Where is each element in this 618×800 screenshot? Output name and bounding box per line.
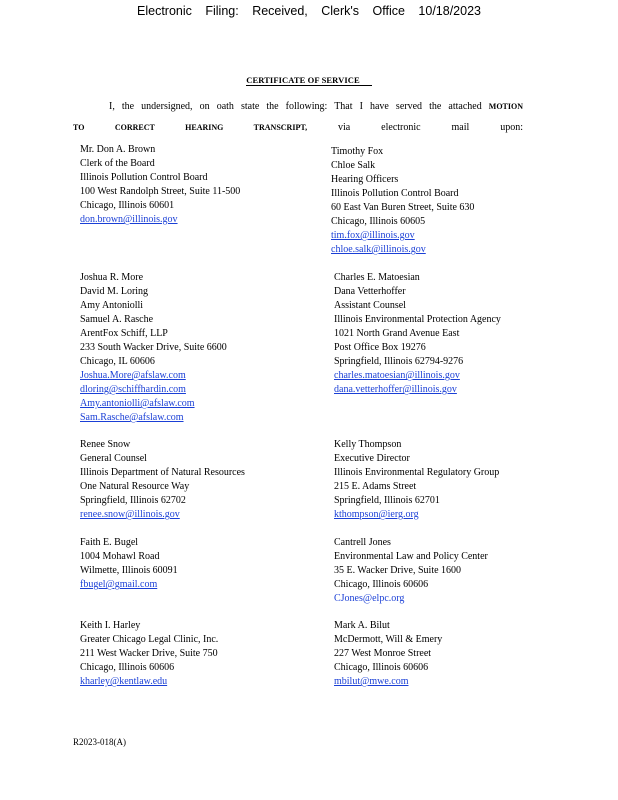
recipient-title: Hearing Officers	[331, 174, 399, 185]
recipient-block	[331, 145, 474, 257]
recipient-street: One Natural Resource Way	[80, 481, 190, 492]
email-link[interactable]: fbugel@gmail.com	[80, 579, 158, 590]
recipient-name: Cantrell Jones	[334, 537, 391, 548]
intro-text-rest: via electronic mail upon:	[338, 122, 524, 133]
email-link[interactable]: kthompson@ierg.org	[334, 509, 419, 520]
recipient-city: Wilmette, Illinois 60091	[80, 565, 178, 576]
recipient-organization: Illinois Pollution Control Board	[80, 172, 208, 183]
recipient-block	[334, 536, 488, 606]
email-link[interactable]: Joshua.More@afslaw.com	[80, 370, 186, 381]
recipient-organization: Illinois Environmental Protection Agency	[334, 314, 501, 325]
recipient-name: Amy Antoniolli	[80, 300, 144, 311]
email-link[interactable]: dana.vetterhoffer@illinois.gov	[334, 384, 457, 395]
recipient-name: Charles E. Matoesian	[334, 272, 420, 283]
recipient-street: 1004 Mohawl Road	[80, 551, 160, 562]
recipient-block	[334, 438, 499, 522]
recipient-name: Mr. Don A. Brown	[80, 144, 156, 155]
recipient-city: Springfield, Illinois 62701	[334, 495, 440, 506]
email-link[interactable]: chloe.salk@illinois.gov	[331, 244, 426, 255]
recipient-title: General Counsel	[80, 453, 147, 464]
recipient-city: Springfield, Illinois 62794-9276	[334, 356, 464, 367]
recipient-name: Kelly Thompson	[334, 439, 402, 450]
recipient-block	[80, 619, 218, 689]
certificate-title: CERTIFICATE OF SERVICE	[0, 75, 618, 85]
recipient-block	[334, 619, 442, 689]
recipient-block	[80, 536, 178, 592]
recipient-city: Chicago, IL 60606	[80, 356, 155, 367]
recipient-organization: McDermott, Will & Emery	[334, 634, 443, 645]
recipient-city: Chicago, Illinois 60601	[80, 200, 175, 211]
recipient-name: Joshua R. More	[80, 272, 144, 283]
email-link[interactable]: Amy.antoniolli@afslaw.com	[80, 398, 195, 409]
recipient-city: Chicago, Illinois 60606	[334, 579, 429, 590]
recipient-organization: Greater Chicago Legal Clinic, Inc.	[80, 634, 219, 645]
recipient-organization: Illinois Department of Natural Resources	[80, 467, 245, 478]
recipient-city: Springfield, Illinois 62702	[80, 495, 186, 506]
email-link[interactable]: charles.matoesian@illinois.gov	[334, 370, 460, 381]
recipient-street: 100 West Randolph Street, Suite 11-500	[80, 186, 241, 197]
email-link[interactable]: don.brown@illinois.gov	[80, 214, 178, 225]
recipient-name: David M. Loring	[80, 286, 149, 297]
email-link[interactable]: renee.snow@illinois.gov	[80, 509, 180, 520]
recipient-block	[80, 438, 245, 522]
recipient-street: 60 East Van Buren Street, Suite 630	[331, 202, 475, 213]
recipient-street: 1021 North Grand Avenue East	[334, 328, 460, 339]
recipient-street: 35 E. Wacker Drive, Suite 1600	[334, 565, 462, 576]
recipient-title: Clerk of the Board	[80, 158, 155, 169]
recipient-city: Chicago, Illinois 60606	[334, 662, 429, 673]
recipient-organization: Illinois Environmental Regulatory Group	[334, 467, 500, 478]
recipient-street: 233 South Wacker Drive, Suite 6600	[80, 342, 227, 353]
recipient-organization: ArentFox Schiff, LLP	[80, 328, 168, 339]
recipient-name: Faith E. Bugel	[80, 537, 139, 548]
recipient-title: Executive Director	[334, 453, 410, 464]
recipient-street: 215 E. Adams Street	[334, 481, 417, 492]
email-link[interactable]: kharley@kentlaw.edu	[80, 676, 168, 687]
recipient-block	[80, 271, 227, 425]
recipient-organization: Illinois Pollution Control Board	[331, 188, 459, 199]
recipient-block	[334, 271, 501, 397]
email-link[interactable]: dloring@schiffhardin.com	[80, 384, 186, 395]
intro-text: I, the undersigned, on oath state the following: That I have served the attached	[109, 101, 482, 112]
email-link[interactable]: CJones@elpc.org	[334, 593, 405, 604]
recipient-name: Timothy Fox	[331, 146, 384, 157]
recipient-name: Keith I. Harley	[80, 620, 141, 631]
email-link[interactable]: Sam.Rasche@afslaw.com	[80, 412, 184, 423]
recipient-name: Chloe Salk	[331, 160, 376, 171]
recipient-city: Chicago, Illinois 60606	[80, 662, 175, 673]
electronic-filing-header: Electronic Filing: Received, Clerk's Office 10/18/2023	[137, 4, 481, 18]
email-link[interactable]: tim.fox@illinois.gov	[331, 230, 415, 241]
motion-title: TO CORRECT HEARING TRANSCRIPT,	[73, 123, 308, 132]
recipient-name: Renee Snow	[80, 439, 131, 450]
docket-number: R2023-018(A)	[73, 737, 126, 747]
intro-line-2	[73, 122, 523, 133]
recipient-name: Dana Vetterhoffer	[334, 286, 406, 297]
recipient-name: Mark A. Bilut	[334, 620, 390, 631]
recipient-organization: Environmental Law and Policy Center	[334, 551, 488, 562]
recipient-block	[80, 143, 240, 227]
email-link[interactable]: mbilut@mwe.com	[334, 676, 409, 687]
recipient-po-box: Post Office Box 19276	[334, 342, 426, 353]
recipient-city: Chicago, Illinois 60605	[331, 216, 426, 227]
motion-word: MOTION	[488, 102, 524, 111]
recipient-name: Samuel A. Rasche	[80, 314, 154, 325]
intro-line-1	[73, 101, 523, 112]
recipient-title: Assistant Counsel	[334, 300, 406, 311]
recipient-street: 227 West Monroe Street	[334, 648, 432, 659]
recipient-street: 211 West Wacker Drive, Suite 750	[80, 648, 218, 659]
